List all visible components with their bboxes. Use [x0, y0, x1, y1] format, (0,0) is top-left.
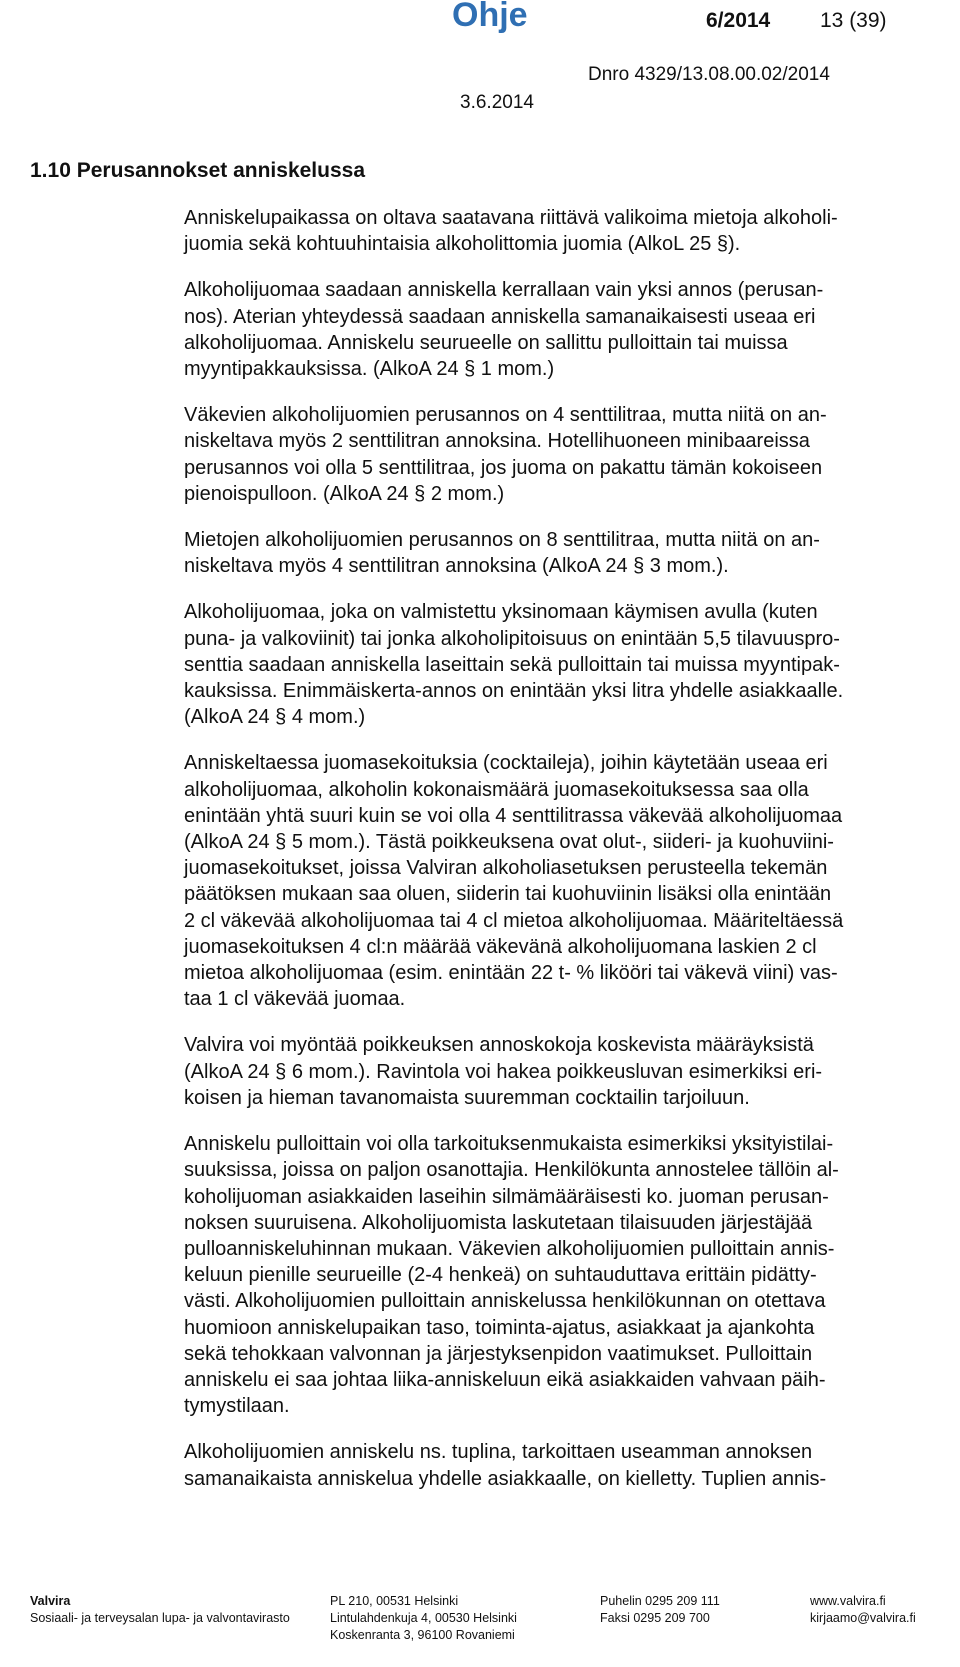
footer-address-postal: PL 210, 00531 Helsinki — [330, 1594, 459, 1608]
document-type-title: Ohje — [452, 0, 528, 34]
page-number: 13 (39) — [820, 9, 887, 32]
paragraph-selection: Anniskelupaikassa on oltava saatavana riittävä valikoima mietoja alkoholi- juomia sekä kohtuuhintaisia alkoholittomia juomia (AlkoL 25 §). — [184, 207, 838, 256]
footer-org-name: Valvira — [30, 1594, 71, 1608]
paragraph-bottle-serving: Anniskelu pulloittain voi olla tarkoituksenmukaista esimerkiksi yksityistilai- suuksissa, joissa on paljon osanottajia. Henkilökunta annostelee tällöin al- koholijuoman asiakkaiden laseihin silmämääräisesti ko. juoman perusan- noksen suuruisena. Alkoholijuomista laskutetaan tilaisuuden järjestäjää pulloanniskeluhinnan mukaan. Väkevien alkoholijuomien pulloittain annis- keluun pienille seurueille (2-4 henkeä) on suhtauduttava erittäin pidätty- västi. Alkoholijuomien pulloittain anniskelussa henkilökunnan on otettava huomioon anniskelupaikan taso, toiminta-ajatus, asiakkaat ja ajankohta sekä tehokkaan valvonnan ja järjestyksenpidon vaatimukset. Pulloittain anniskelu ei saa johtaa liika-anniskeluun eikä asiakkaiden vahvaan päih- tymystilaan. — [184, 1133, 839, 1418]
paragraph-exceptions: Valvira voi myöntää poikkeuksen annoskokoja koskevista määräyksistä (AlkoA 24 § 6 mom.). Ravintola voi hakea poikkeusluvan esimerkiksi eri- koisen ja hieman tavanomaista suuremman cocktailin tarjoiluun. — [184, 1034, 823, 1109]
paragraph-basic-serving: Alkoholijuomaa saadaan anniskella kerrallaan vain yksi annos (perusan- nos). Aterian yhteydessä saadaan anniskella samanaikaisesti useaa eri alkoholijuomaa. Anniskelu seurueelle on sallittu pulloittain tai muissa myyntipakkauksissa. (AlkoA 24 § 1 mom.) — [184, 279, 824, 381]
document-date: 3.6.2014 — [460, 92, 534, 113]
footer-fax: Faksi 0295 209 700 — [600, 1611, 710, 1625]
document-footer — [0, 1590, 960, 1667]
footer-email-link[interactable]: kirjaamo@valvira.fi — [810, 1611, 916, 1625]
paragraph-strong-drinks: Väkevien alkoholijuomien perusannos on 4 senttilitraa, mutta niitä on an- niskeltava myös 2 senttilitran annoksina. Hotellihuoneen minibaareissa perusannos voi olla 5 senttilitraa, jos juoma on pakattu tämän kokoiseen pienoispulloon. (AlkoA 24 § 2 mom.) — [184, 404, 827, 505]
footer-organization — [30, 1593, 290, 1627]
document-body — [184, 205, 924, 1512]
paragraph-fermented-drinks: Alkoholijuomaa, joka on valmistettu yksinomaan käymisen avulla (kuten puna- ja valkoviinit) tai jonka alkoholipitoisuus on enintään 5,5 tilavuuspro- senttia saadaan anniskella laseittain sekä pulloittain tai muissa myyntipak- kauksissa. Enimmäiskerta-annos on enintään yksi litra yhdelle asiakkaalle. (AlkoA 24 § 4 mom.) — [184, 601, 844, 729]
footer-address-rovaniemi: Koskenranta 3, 96100 Rovaniemi — [330, 1628, 515, 1642]
footer-online — [810, 1593, 916, 1627]
record-number: Dnro 4329/13.08.00.02/2014 — [588, 64, 830, 85]
footer-address-helsinki: Lintulahdenkuja 4, 00530 Helsinki — [330, 1611, 517, 1625]
section-heading: 1.10 Perusannokset anniskelussa — [30, 159, 366, 182]
footer-website-link[interactable]: www.valvira.fi — [810, 1594, 886, 1608]
paragraph-cocktails: Anniskeltaessa juomasekoituksia (cocktaileja), joihin käytetään useaa eri alkoholijuomaa, alkoholin kokonaismäärä juomasekoituksessa saa olla enintään yhtä suuri kuin se voi olla 4 senttilitrassa väkevää alkoholijuomaa (AlkoA 24 § 5 mom.). Tästä poikkeuksena ovat olut-, siideri- ja kuohuviini- juomasekoitukset, joissa Valviran alkoholiasetuksen perusteella tekemän päätöksen mukaan saa oluen, siiderin tai kuohuviinin lisäksi olla enintään 2 cl väkevää alkoholijuomaa tai 4 cl mietoa alkoholijuomaa. Määriteltäessä juomasekoituksen 4 cl:n määrää väkevänä alkoholijuomana laskien 2 cl mietoa alkoholijuomaa (esim. enintään 22 t- % likööri tai väkevä viini) vas- taa 1 cl väkevää juomaa. — [184, 752, 844, 1011]
footer-contact-numbers — [600, 1593, 720, 1627]
paragraph-mild-drinks: Mietojen alkoholijuomien perusannos on 8 senttilitraa, mutta niitä on an- niskeltava myös 4 senttilitran annoksina (AlkoA 24 § 3 mom.). — [184, 529, 820, 578]
footer-org-full-name: Sosiaali- ja terveysalan lupa- ja valvontavirasto — [30, 1611, 290, 1625]
issue-number: 6/2014 — [706, 9, 771, 32]
footer-addresses — [330, 1593, 517, 1644]
paragraph-doubles: Alkoholijuomien anniskelu ns. tuplina, tarkoittaen useamman annoksen samanaikaista anniskelua yhdelle asiakkaalle, on kielletty. Tuplien annis- — [184, 1441, 827, 1490]
footer-phone: Puhelin 0295 209 111 — [600, 1594, 720, 1608]
